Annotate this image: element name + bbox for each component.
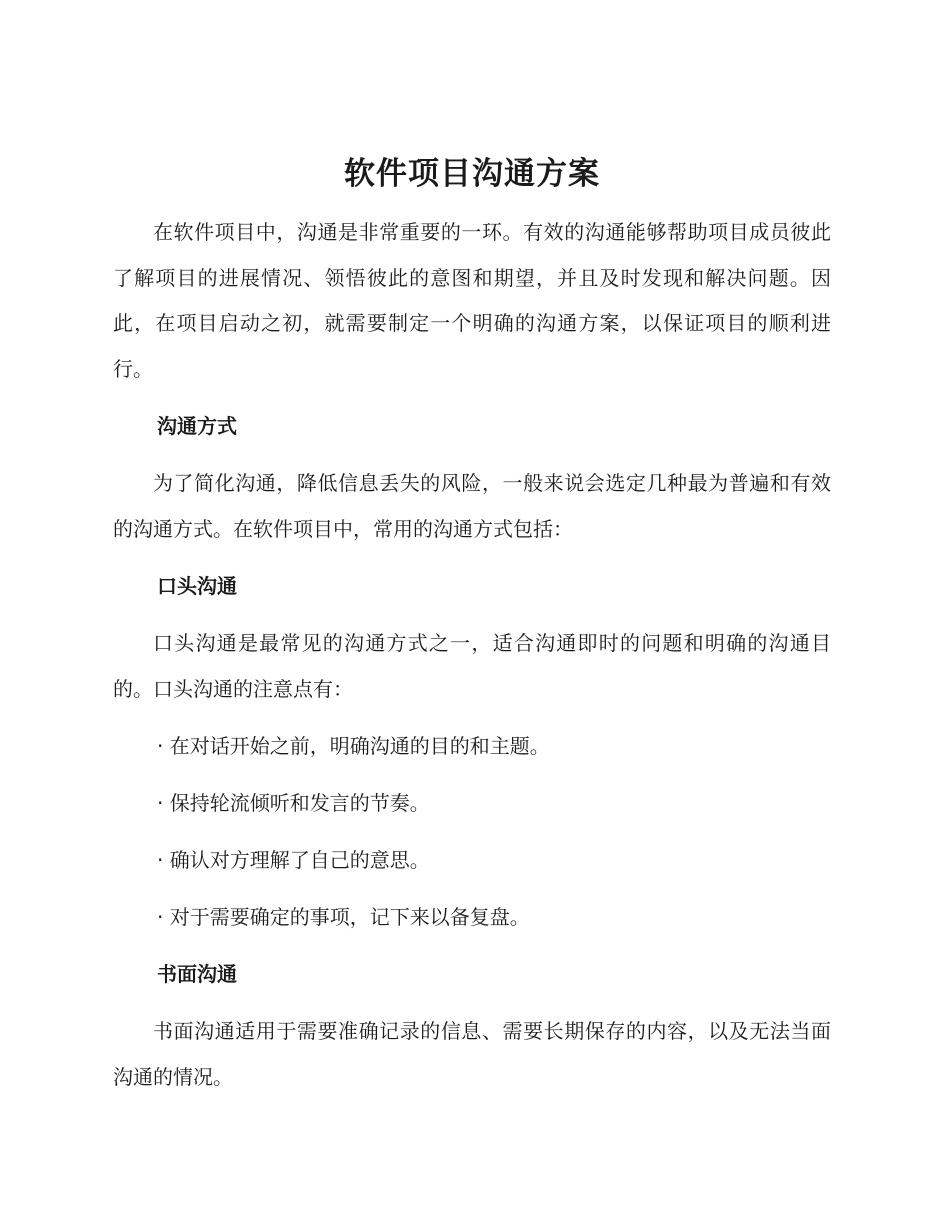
- spacer: [113, 769, 831, 781]
- intro-paragraph: 在软件项目中，沟通是非常重要的一环。有效的沟通能够帮助项目成员彼此了解项目的进展情况、领悟彼此的意图和期望，并且及时发现和解决问题。因此，在项目启动之初，就需要制定一个明确的沟通方案，以保证项目的顺利进行。: [113, 220, 831, 381]
- spacer: [113, 826, 831, 838]
- spacer: [113, 997, 831, 1009]
- spacer: [113, 609, 831, 621]
- document-page: [113, 150, 831, 1100]
- bullet-item: · 确认对方理解了自己的意思。: [157, 848, 430, 872]
- bullet-item: · 在对话开始之前，明确沟通的目的和主题。: [157, 734, 550, 758]
- spacer: [113, 449, 831, 461]
- written-paragraph: 书面沟通适用于需要准确记录的信息、需要长期保存的内容，以及无法当面沟通的情况。: [113, 1019, 831, 1089]
- section-heading-written: 书面沟通: [157, 962, 237, 986]
- section-heading-verbal: 口头沟通: [157, 574, 237, 598]
- bullet-item: · 保持轮流倾听和发言的节奏。: [157, 791, 430, 815]
- spacer: [113, 883, 831, 895]
- document-title: 软件项目沟通方案: [344, 156, 600, 192]
- methods-paragraph: 为了简化沟通，降低信息丢失的风险，一般来说会选定几种最为普遍和有效的沟通方式。在软件项目中，常用的沟通方式包括：: [113, 471, 831, 541]
- spacer: [113, 392, 831, 404]
- spacer: [113, 712, 831, 724]
- verbal-paragraph: 口头沟通是最常见的沟通方式之一，适合沟通即时的问题和明确的沟通目的。口头沟通的注意点有：: [113, 631, 831, 701]
- spacer: [113, 552, 831, 564]
- spacer: [113, 940, 831, 952]
- bullet-item: · 对于需要确定的事项，记下来以备复盘。: [157, 905, 530, 929]
- section-heading-methods: 沟通方式: [157, 414, 237, 438]
